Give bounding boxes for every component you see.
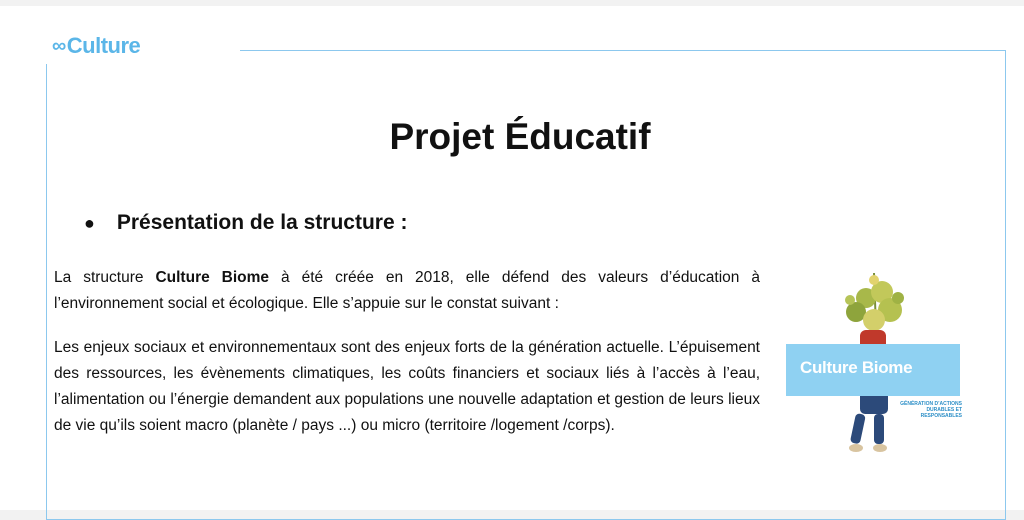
section-heading-text: Présentation de la structure :: [116, 211, 408, 234]
logo-text: Culture: [66, 33, 141, 58]
paragraph-intro-prefix: La structure: [54, 269, 156, 286]
paragraph-intro: [54, 265, 760, 317]
culture-biome-poster: [786, 268, 962, 458]
document-page: [0, 6, 1024, 510]
infinity-logo-icon: ∞: [52, 34, 66, 57]
bullet-icon: ●: [84, 212, 95, 233]
paragraph-intro-suffix: à été créée en 2018, elle défend des valeurs d’éducation à l’environnement social et écologique. Elle s’appuie sur le constat suivant :: [54, 269, 760, 312]
paragraph-context: Les enjeux sociaux et environnementaux sont des enjeux forts de la génération actuelle. L’épuisement des ressources, les évènements climatiques, les coûts financiers et sociaux liés à l’accès à l’eau, l’alimentation ou l’énergie demandent aux populations une nouvelle adaptation et gestion de leurs lieux de vie qu’ils soient macro (planète / pays ...) ou micro (territoire /logement /corps).: [54, 339, 760, 434]
page-title: Projet Éducatif: [389, 116, 651, 157]
section-heading: [84, 211, 407, 235]
header-logo: [38, 28, 240, 64]
plant-bouquet-icon: [845, 273, 904, 331]
structure-name: Culture Biome: [155, 269, 270, 286]
poster-brand-text: Culture Biome: [800, 358, 913, 377]
poster-tagline: GÉNÉRATION D’ACTIONS DURABLES ET RESPONSABLES: [900, 401, 962, 419]
